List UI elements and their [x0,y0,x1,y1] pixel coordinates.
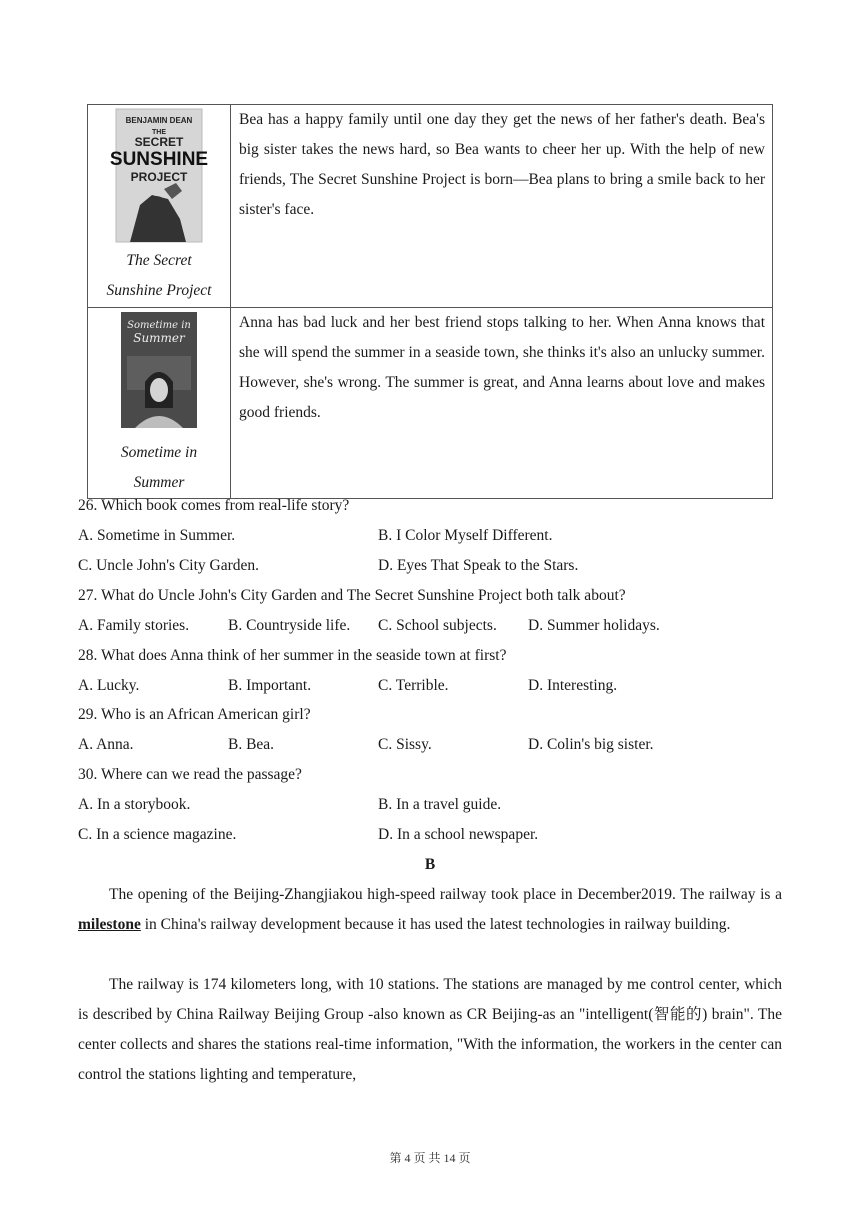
book-title-line: The Secret [126,252,192,269]
secret-sunshine-cover-image [109,109,209,242]
option-26-b: B. I Color Myself Different. [378,527,553,544]
book-row-secret-sunshine [88,105,773,308]
book-title-line: Sunshine Project [106,282,212,299]
cover-author-text: BENJAMIN DEAN [125,116,193,125]
passage-paragraph-2: The railway is 174 kilometers long, with 10 stations. The stations are managed by me control center, which is described by China Railway Beijing Group -also known as CR Beijing-as an "intelligent(智能的) brain". The center collects and shares the stations real-time information, "With the information, the workers in the center can control the stations lighting and temperature, [78,976,782,1083]
option-29-a: A. Anna. [78,736,134,753]
passage-paragraph-1 [78,880,782,940]
cover-title-text: SUNSHINE [109,149,209,170]
option-29-c: C. Sissy. [378,736,432,753]
option-30-a: A. In a storybook. [78,796,191,813]
option-27-d: D. Summer holidays. [528,617,660,634]
book-description: Anna has bad luck and her best friend stops talking to her. When Anna knows that she will spend the summer in a seaside town, she thinks it's also an unlucky summer. However, she's wrong. The summer is great, and Anna learns about love and makes good friends. [239,314,765,421]
cover-title-text: PROJECT [130,170,188,184]
book-row-sometime-in-summer [88,308,773,499]
option-26-c: C. Uncle John's City Garden. [78,557,260,574]
option-28-b: B. Important. [228,677,312,694]
option-28-a: A. Lucky. [78,677,140,694]
page-footer: 第 4 页 共 14 页 [389,1151,471,1165]
option-27-b: B. Countryside life. [228,617,351,634]
option-27-c: C. School subjects. [378,617,497,634]
cover-title-text: THE [152,129,166,136]
option-28-d: D. Interesting. [528,677,618,694]
option-27-a: A. Family stories. [78,617,190,634]
option-26-a: A. Sometime in Summer. [78,527,236,544]
option-26-d: D. Eyes That Speak to the Stars. [378,557,579,574]
book-title [88,246,230,306]
book-description-cell [231,308,773,499]
paragraph-text: The opening of the Beijing-Zhangjiakou high-speed railway took place in December2019. The railway is a [109,886,782,903]
sometime-in-summer-cover-image [121,312,197,428]
question-28: 28. What does Anna think of her summer in the seaside town at first? [78,647,507,664]
book-description-cell [231,105,773,308]
cover-title-text: Sometime in [127,320,191,331]
paragraph-text: in China's railway development because it has used the latest technologies in railway building. [140,916,731,933]
option-29-d: D. Colin's big sister. [528,736,654,753]
underlined-keyword: milestone [78,916,141,933]
book-title-line: Summer [133,474,185,491]
book-table [87,104,773,499]
cover-title-text: Summer [133,331,185,345]
book-title-line: Sometime in [120,444,198,461]
option-29-b: B. Bea. [228,736,275,753]
book-title [88,438,230,498]
option-30-c: C. In a science magazine. [78,826,237,843]
option-30-b: B. In a travel guide. [378,796,502,813]
book-cover-cell [88,308,231,499]
option-28-c: C. Terrible. [378,677,449,694]
book-cover-cell [88,105,231,308]
question-29: 29. Who is an African American girl? [78,706,311,723]
question-26: 26. Which book comes from real-life story? [78,497,350,514]
question-30: 30. Where can we read the passage? [78,766,302,783]
cover-title-text: SECRET [134,135,184,149]
book-description: Bea has a happy family until one day they get the news of her father's death. Bea's big sister takes the news hard, so Bea wants to cheer her up. With the help of new friends, The Secret Sunshine Project is born—Bea plans to bring a smile back to her sister's face. [239,111,765,218]
question-27: 27. What do Uncle John's City Garden and The Secret Sunshine Project both talk about? [78,587,626,604]
option-30-d: D. In a school newspaper. [378,826,539,843]
section-b-heading: B [424,856,436,873]
